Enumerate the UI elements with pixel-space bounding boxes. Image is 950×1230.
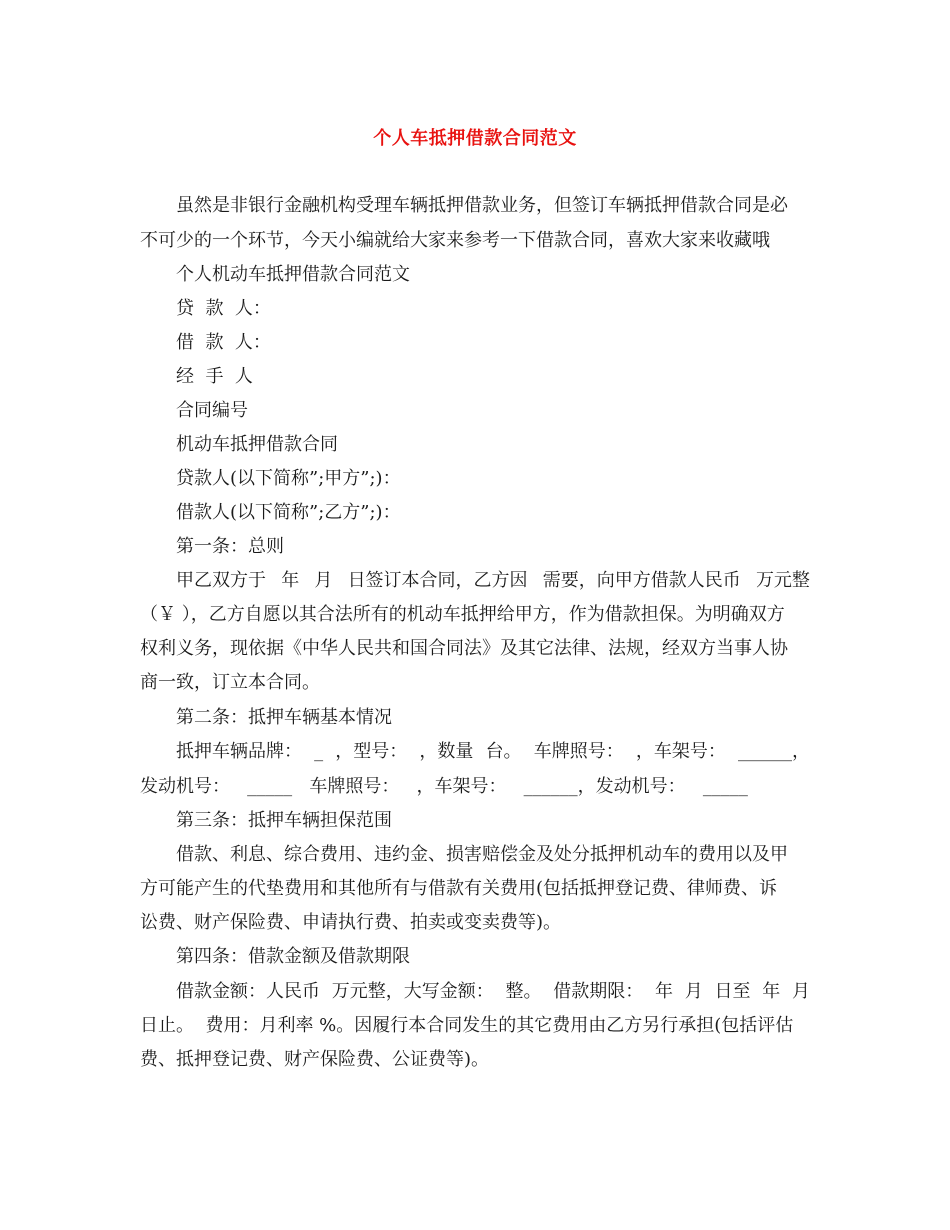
article-4-seg: 年 [762, 981, 781, 1002]
article-1-line-2: （￥ ），乙方自愿以其合法所有的机动车抵押给甲方，作为借款担保。为明确双方 [140, 604, 785, 625]
article-1-line-3: 权利义务，现依据《中华人民共和国合同法》及其它法律、法规，经双方当事人协 [140, 638, 788, 659]
article-2-seg: ______， [737, 741, 810, 762]
article-1-seg: 年 [281, 570, 300, 591]
borrower-field: 借 款 人： [176, 332, 271, 353]
article-2-seg: ，型号： [335, 741, 408, 762]
article-4-seg: 年 [655, 981, 673, 1002]
document-title: 个人车抵押借款合同范文 [373, 128, 577, 149]
article-1-heading: 第一条：总则 [176, 536, 284, 557]
intro-line-2: 不可少的一个环节，今天小编就给大家来参考一下借款合同，喜欢大家来收藏哦 [140, 230, 770, 251]
article-1-seg: 日签订本合同，乙方因 [347, 570, 528, 591]
article-4-seg: 整。 [505, 981, 542, 1002]
article-2-heading: 第二条：抵押车辆基本情况 [176, 707, 392, 728]
article-4-seg: 借款期限： [553, 981, 644, 1002]
article-4-seg: 月 [684, 981, 703, 1002]
article-2-seg: ，车架号： [635, 741, 726, 762]
article-1-seg: 月 [314, 570, 333, 591]
article-4-seg: 万元整，大写金额： [331, 981, 494, 1002]
article-1-line-4: 商一致，订立本合同。 [140, 672, 320, 693]
contract-number-field: 合同编号 [176, 400, 248, 421]
article-1-seg: 甲乙双方于 [176, 570, 266, 591]
contract-subtitle: 个人机动车抵押借款合同范文 [176, 264, 410, 285]
article-4-seg: 月 [792, 981, 810, 1002]
article-4-heading: 第四条：借款金额及借款期限 [176, 946, 410, 967]
article-2-seg: ，数量 [419, 741, 474, 762]
contract-name: 机动车抵押借款合同 [176, 434, 338, 455]
party-a-line: 贷款人(以下简称”;甲方”;)： [176, 468, 401, 489]
article-3-heading: 第三条：抵押车辆担保范围 [176, 810, 392, 831]
article-4-seg: 日至 [714, 981, 751, 1002]
article-2-line-1 [176, 741, 810, 763]
article-1-line-1 [176, 570, 810, 592]
article-3-line-3: 讼费、财产保险费、申请执行费、拍卖或变卖费等)。 [140, 912, 562, 933]
intro-line-1: 虽然是非银行金融机构受理车辆抵押借款业务，但签订车辆抵押借款合同是必 [176, 195, 788, 216]
article-4-line-3: 费、抵押登记费、财产保险费、公证费等)。 [140, 1049, 490, 1070]
article-3-line-2: 方可能产生的代垫费用和其他所有与借款有关费用(包括抵押登记费、律师费、诉 [140, 878, 778, 899]
article-2-seg: 车牌照号： [533, 741, 624, 762]
article-4-line-2: 日止。 费用：月利率 %。因履行本合同发生的其它费用由乙方另行承担(包括评估 [140, 1015, 794, 1036]
article-3-line-1: 借款、利息、综合费用、违约金、损害赔偿金及处分抵押机动车的费用以及甲 [176, 844, 788, 865]
article-2-seg: _ [314, 741, 324, 762]
article-1-seg: 需要，向甲方借款人民币 [542, 570, 741, 591]
handler-field: 经 手 人 [176, 366, 253, 387]
article-2-seg: 抵押车辆品牌： [176, 741, 302, 762]
party-b-line: 借款人(以下简称”;乙方”;)： [176, 502, 401, 523]
article-2-seg: 台。 [485, 741, 522, 762]
article-1-seg: 万元整 [755, 570, 810, 591]
article-2-line-2: 发动机号： _____ 车牌照号： ，车架号： ______，发动机号： _____ [140, 776, 748, 797]
lender-field: 贷 款 人： [176, 298, 271, 319]
article-4-seg: 借款金额：人民币 [176, 981, 320, 1002]
article-4-line-1 [176, 981, 810, 1003]
